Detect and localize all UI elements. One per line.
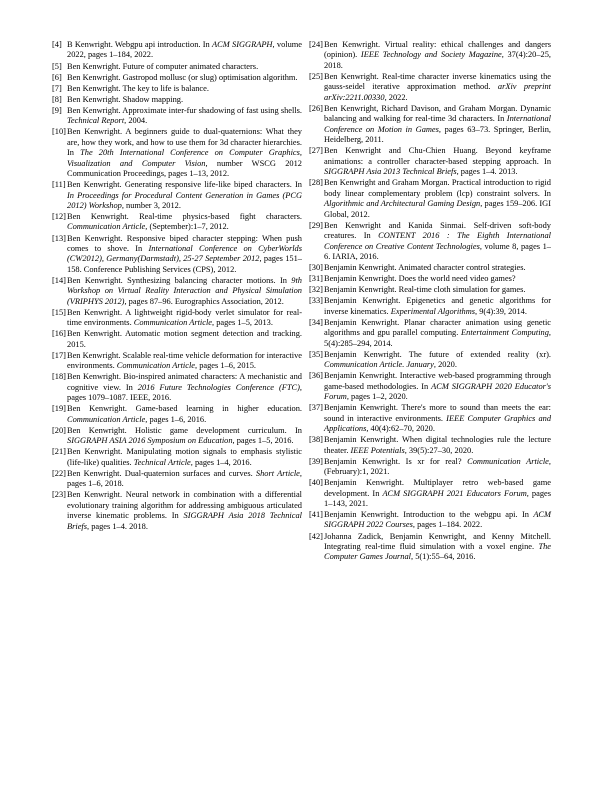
- reference-text: Benjamin Kenwright. There's more to sound than meets the ear: sound in interactive environments.: [324, 403, 551, 423]
- reference-text: , 9(4):39, 2014.: [475, 306, 527, 316]
- reference-text: Benjamin Kenwright. Animated character control strategies.: [324, 263, 526, 273]
- reference-venue: ACM SIGGRAPH 2022 Courses: [324, 510, 551, 530]
- reference-text: Ben Kenwright and Kanida Sinmai. Self-driven soft-body creatures. In: [324, 220, 551, 241]
- reference-text: , 40(4):62–70, 2020.: [366, 424, 435, 434]
- reference-text: Ben Kenwright. Gastropod mollusc (or slug) optimisation algorithm.: [67, 72, 298, 82]
- reference-text: , 2022.: [384, 92, 408, 102]
- reference-text: , pages 159–206. IGI Global, 2012.: [324, 199, 551, 219]
- reference-text: Ben Kenwright. A lightweight rigid-body verlet simulator for real-time environments.: [67, 307, 302, 328]
- references-column-right: [309, 40, 551, 563]
- reference-venue: The Computer Games Journal: [324, 541, 551, 562]
- reference-number: [10]: [52, 127, 66, 137]
- reference-number: [9]: [52, 105, 62, 115]
- reference-entry: [309, 371, 551, 402]
- reference-venue: IEEE Computer Graphics and Applications: [324, 413, 552, 434]
- reference-text: , 2020.: [433, 360, 457, 370]
- reference-text: , pages 1–4. 2018.: [87, 521, 148, 531]
- reference-number: [6]: [52, 72, 62, 82]
- reference-number: [27]: [309, 146, 323, 156]
- reference-number: [31]: [309, 274, 323, 284]
- reference-text: Ben Kenwright. Game-based learning in higher education.: [67, 404, 302, 414]
- reference-venue: Communication Article. January: [324, 360, 434, 370]
- reference-entry: [52, 447, 302, 468]
- reference-venue: SIGGRAPH ASIA 2016 Symposium on Education: [67, 436, 233, 446]
- reference-venue: International Conference on CyberWorlds (CW2012), Germany(Darmstadt), 25-27 September 2012: [67, 243, 302, 264]
- reference-number: [5]: [52, 61, 62, 71]
- reference-entry: [52, 372, 302, 403]
- reference-text: Ben Kenwright. Dual-quaternion surfaces and curves.: [67, 468, 256, 478]
- reference-entry: [309, 104, 551, 146]
- reference-number: [39]: [309, 456, 323, 466]
- reference-text: Benjamin Kenwright. Does the world need video games?: [324, 274, 516, 284]
- reference-venue: Experimental Algorithms: [390, 306, 476, 316]
- reference-entry: [52, 234, 302, 276]
- reference-text: , number WSCG 2012 Communication Proceedings, pages 1–13, 2012.: [67, 158, 302, 178]
- reference-text: Ben Kenwright. Shadow mapping.: [67, 94, 184, 104]
- reference-text: , number 3, 2012.: [121, 200, 181, 210]
- reference-text: , 39(5):27–30, 2020.: [404, 445, 474, 455]
- reference-text: Benjamin Kenwright. The future of extended reality (xr).: [324, 349, 551, 359]
- reference-text: , pages 87–96. Eurographics Association, 2012.: [124, 296, 284, 306]
- reference-text: Ben Kenwright. Approximate inter-fur shadowing of fast using shells.: [67, 105, 302, 115]
- reference-venue: Communication Article: [467, 456, 549, 466]
- reference-venue: ACM SIGGRAPH 2020 Educator's Forum: [324, 381, 551, 402]
- reference-entry: [52, 426, 302, 447]
- reference-text: Benjamin Kenwright. When digital technologies rule the lecture theater.: [324, 435, 551, 455]
- reference-entry: [309, 403, 551, 434]
- reference-text: , 37(4):20–25, 2018.: [324, 50, 551, 70]
- reference-text: Ben Kenwright and Chu-Chien Huang. Beyond keyframe animations: a controller character-based stepping approach. In: [324, 146, 551, 166]
- reference-text: Ben Kenwright. Virtual reality: ethical challenges and dangers (opinion).: [324, 40, 551, 60]
- reference-number: [40]: [309, 478, 323, 488]
- reference-text: , pages 151–158. Conference Publishing Services (CPS), 2012.: [67, 254, 302, 274]
- references-column-left: [52, 40, 302, 533]
- reference-number: [25]: [309, 71, 323, 81]
- reference-text: , volume 8, pages 1–6. IARIA, 2016.: [324, 241, 551, 262]
- reference-entry: [309, 146, 551, 177]
- reference-entry: [52, 329, 302, 350]
- reference-text: , pages 1–184. 2022.: [412, 520, 483, 530]
- reference-number: [41]: [309, 510, 323, 520]
- reference-text: , volume 2022, pages 1–184, 2022.: [67, 40, 303, 60]
- reference-number: [38]: [309, 435, 323, 445]
- reference-venue: Communication Article: [116, 361, 196, 371]
- reference-entry: [52, 127, 302, 179]
- reference-number: [15]: [52, 307, 66, 317]
- reference-entry: [309, 318, 551, 349]
- reference-text: , pages 1–5, 2016.: [232, 436, 294, 446]
- reference-text: , pages 1–143, 2021.: [324, 488, 551, 508]
- reference-venue: Technical Article: [133, 457, 191, 467]
- reference-text: Ben Kenwright and Graham Morgan. Practical introduction to rigid body linear complementary problem (lcp) constraint solvers. In: [324, 178, 551, 198]
- reference-text: , pages 1–6, 2015.: [195, 361, 256, 371]
- reference-text: , pages 1–4. 2013.: [456, 167, 518, 177]
- reference-entry: [52, 106, 302, 127]
- reference-text: Ben Kenwright. A beginners guide to dual-quaternions: What they are, how they work, and how to use them for 3d character hierarchies. In: [67, 127, 302, 158]
- reference-entry: [309, 457, 551, 478]
- reference-entry: [52, 469, 302, 490]
- reference-text: , pages 1–6, 2016.: [145, 414, 207, 424]
- reference-entry: [309, 263, 551, 273]
- reference-text: Ben Kenwright. Automatic motion segment detection and tracking. 2015.: [67, 329, 302, 349]
- reference-number: [33]: [309, 296, 323, 306]
- reference-text: , 5(1):55–64, 2016.: [411, 552, 476, 562]
- reference-text: Benjamin Kenwright. Planar character animation using genetic algorithms and gpu parallel computing.: [324, 317, 551, 338]
- reference-entry: [309, 350, 551, 371]
- reference-number: [13]: [52, 233, 66, 243]
- reference-venue: Short Article: [255, 468, 300, 478]
- reference-venue: International Conference on Motion in Games: [324, 114, 551, 134]
- reference-venue: Communication Article: [67, 414, 146, 424]
- reference-entry: [52, 180, 302, 211]
- reference-text: Ben Kenwright, Richard Davison, and Graham Morgan. Dynamic balancing and walking for real-time 3d characters. In: [324, 103, 551, 124]
- reference-number: [16]: [52, 329, 66, 339]
- reference-entry: [309, 510, 551, 531]
- reference-entry: [52, 95, 302, 105]
- reference-entry: [52, 276, 302, 307]
- reference-text: Ben Kenwright. Real-time character inverse kinematics using the gauss-seidel iterative approximation method.: [324, 71, 551, 92]
- reference-venue: SIGGRAPH Asia 2013 Technical Briefs: [324, 167, 457, 177]
- reference-venue: In Proceedings for Procedural Content Generation in Games (PCG 2012) Workshop: [67, 190, 302, 210]
- reference-venue: SIGGRAPH Asia 2018 Technical Briefs: [67, 511, 302, 531]
- reference-venue: CONTENT 2016 : The Eighth International Conference on Creative Content Technologies: [324, 231, 552, 251]
- reference-entry: [52, 40, 302, 61]
- reference-number: [37]: [309, 403, 323, 413]
- reference-entry: [309, 285, 551, 295]
- reference-number: [11]: [52, 180, 66, 190]
- reference-number: [4]: [52, 40, 62, 49]
- reference-number: [28]: [309, 178, 323, 188]
- reference-text: Ben Kenwright. Scalable real-time vehicle deformation for interactive environments.: [67, 350, 302, 371]
- reference-number: [36]: [309, 371, 323, 381]
- reference-text: , pages 1–2, 2020.: [346, 392, 408, 402]
- reference-entry: [52, 308, 302, 329]
- reference-text: , pages 1079–1087. IEEE, 2016.: [67, 382, 302, 403]
- reference-text: , pages 1–5, 2013.: [212, 318, 273, 328]
- reference-text: Ben Kenwright. Synthesizing balancing character motions. In: [67, 275, 292, 285]
- reference-venue: IEEE Technology and Society Magazine: [360, 50, 502, 60]
- reference-entry: [52, 62, 302, 72]
- reference-text: Benjamin Kenwright. Multiplayer retro web-based game development. In: [324, 478, 551, 498]
- reference-entry: [309, 478, 551, 509]
- reference-text: Ben Kenwright. Generating responsive life-like biped characters. In: [67, 180, 302, 190]
- reference-venue: The 20th International Conference on Computer Graphics, Visualization and Computer Vision: [67, 148, 302, 168]
- reference-text: , (September):1–7, 2012.: [145, 222, 229, 232]
- reference-number: [23]: [52, 490, 66, 500]
- reference-entry: [309, 221, 551, 263]
- reference-text: Ben Kenwright. Real-time physics-based fight characters.: [67, 212, 302, 221]
- reference-venue: Communication Article: [133, 318, 213, 328]
- reference-text: Ben Kenwright. Future of computer animated characters.: [67, 61, 259, 71]
- reference-number: [19]: [52, 404, 66, 414]
- reference-entry: [52, 73, 302, 83]
- reference-entry: [309, 532, 551, 563]
- reference-venue: Entertainment Computing: [461, 328, 549, 338]
- reference-number: [14]: [52, 275, 66, 285]
- reference-venue: 9th Workshop on Virtual Reality Interaction and Physical Simulation (VRIPHYS 2012): [67, 275, 302, 306]
- reference-entry: [52, 212, 302, 233]
- reference-number: [29]: [309, 220, 323, 230]
- reference-number: [21]: [52, 447, 66, 457]
- reference-entry: [52, 351, 302, 372]
- reference-text: , 2004.: [124, 116, 148, 126]
- reference-number: [34]: [309, 317, 323, 327]
- reference-number: [32]: [309, 285, 323, 295]
- reference-text: Johanna Zadick, Benjamin Kenwright, and Kenny Mitchell. Integrating real-time fluid simulation with a voxel engine.: [324, 531, 551, 551]
- reference-text: , pages 1–6, 2018.: [67, 468, 302, 489]
- reference-number: [8]: [52, 94, 62, 104]
- reference-text: Ben Kenwright. Neural network in combination with a differential evolutionary training algorithm for addressing ambiguous articulated inverse kinematic problems. In: [67, 490, 302, 521]
- reference-entry: [309, 296, 551, 317]
- reference-number: [18]: [52, 372, 66, 382]
- reference-entry: [309, 40, 551, 71]
- reference-text: Ben Kenwright. Manipulating motion signals to emphasis stylistic (life-like) qualities.: [67, 447, 302, 467]
- reference-text: Benjamin Kenwright. Is xr for real?: [324, 456, 468, 466]
- reference-number: [24]: [309, 40, 323, 49]
- reference-venue: IEEE Potentials: [350, 445, 405, 455]
- reference-entry: [309, 178, 551, 220]
- reference-text: Benjamin Kenwright. Introduction to the webgpu api. In: [324, 510, 534, 520]
- reference-text: , (February):1, 2021.: [324, 456, 551, 477]
- reference-entry: [52, 84, 302, 94]
- reference-text: , pages 63–73. Springer, Berlin, Heidelberg, 2011.: [324, 124, 551, 145]
- reference-text: Ben Kenwright. Responsive biped character stepping: When push comes to shove. In: [67, 233, 302, 253]
- reference-entry: [309, 435, 551, 456]
- reference-entry: [52, 490, 302, 532]
- reference-venue: 2016 Future Technologies Conference (FTC): [137, 382, 300, 392]
- reference-entry: [309, 72, 551, 103]
- reference-number: [26]: [309, 103, 323, 113]
- reference-text: Ben Kenwright. The key to life is balance.: [67, 83, 209, 93]
- reference-number: [17]: [52, 350, 66, 360]
- reference-number: [22]: [52, 468, 66, 478]
- reference-text: B Kenwright. Webgpu api introduction. In: [67, 40, 213, 49]
- reference-venue: Communication Article: [67, 222, 146, 232]
- reference-number: [30]: [309, 263, 323, 273]
- reference-number: [7]: [52, 83, 62, 93]
- reference-entry: [52, 404, 302, 425]
- reference-text: Ben Kenwright. Holistic game development curriculum. In: [67, 425, 302, 435]
- reference-text: Ben Kenwright. Bio-inspired animated characters: A mechanistic and cognitive view. In: [67, 372, 302, 392]
- reference-text: , 5(4):285–294, 2014.: [324, 328, 551, 348]
- reference-venue: arXiv preprint arXiv:2211.00330: [324, 82, 552, 102]
- reference-text: Benjamin Kenwright. Epigenetics and genetic algorithms for inverse kinematics.: [324, 296, 551, 316]
- reference-number: [12]: [52, 212, 66, 221]
- reference-text: Benjamin Kenwright. Real-time cloth simulation for games.: [324, 285, 526, 295]
- reference-text: Benjamin Kenwright. Interactive web-based programming through game-based methodologies. In: [324, 371, 551, 391]
- reference-number: [42]: [309, 531, 323, 541]
- reference-venue: ACM SIGGRAPH: [212, 40, 273, 49]
- reference-number: [20]: [52, 425, 66, 435]
- reference-entry: [309, 274, 551, 284]
- reference-venue: Technical Report: [67, 116, 125, 126]
- reference-text: , pages 1–4, 2016.: [190, 457, 252, 467]
- reference-number: [35]: [309, 349, 323, 359]
- reference-venue: Algorithmic and Architectural Gaming Design: [324, 199, 481, 209]
- reference-venue: ACM SIGGRAPH 2021 Educators Forum: [382, 488, 527, 498]
